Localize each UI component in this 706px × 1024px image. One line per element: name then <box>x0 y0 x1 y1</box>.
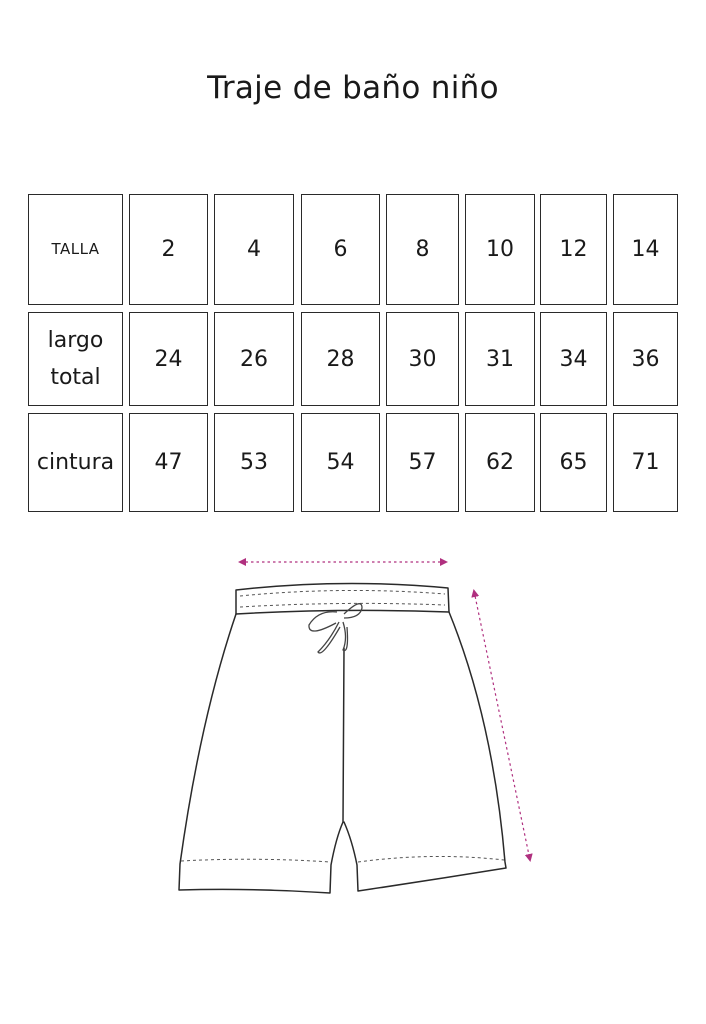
size-cell: 2 <box>129 194 208 305</box>
length-cell: 31 <box>465 312 535 406</box>
waistband <box>236 583 449 614</box>
size-cell: 14 <box>613 194 678 305</box>
waist-cell: 53 <box>214 413 294 512</box>
size-cell: 12 <box>540 194 607 305</box>
length-cell: 30 <box>386 312 459 406</box>
size-cell: 4 <box>214 194 294 305</box>
waist-cell: 62 <box>465 413 535 512</box>
length-cell: 26 <box>214 312 294 406</box>
length-cell: 36 <box>613 312 678 406</box>
waistband-stitch-bottom <box>240 603 445 607</box>
size-cell: 10 <box>465 194 535 305</box>
length-row-label: largo total <box>28 312 123 406</box>
length-cell: 24 <box>129 312 208 406</box>
waist-cell: 71 <box>613 413 678 512</box>
size-row-label: TALLA <box>28 194 123 305</box>
size-cell: 6 <box>301 194 380 305</box>
waist-cell: 47 <box>129 413 208 512</box>
waist-cell: 65 <box>540 413 607 512</box>
left-leg <box>179 614 344 893</box>
waist-cell: 54 <box>301 413 380 512</box>
page-title: Traje de baño niño <box>207 70 499 106</box>
left-hem-stitch <box>181 859 330 862</box>
waist-cell: 57 <box>386 413 459 512</box>
length-cell: 34 <box>540 312 607 406</box>
size-cell: 8 <box>386 194 459 305</box>
length-cell: 28 <box>301 312 380 406</box>
waist-row-label: cintura <box>28 413 123 512</box>
right-leg <box>344 612 506 891</box>
waistband-stitch-top <box>240 590 445 596</box>
total-length-arrow <box>474 591 530 860</box>
right-hem-stitch <box>358 856 504 862</box>
